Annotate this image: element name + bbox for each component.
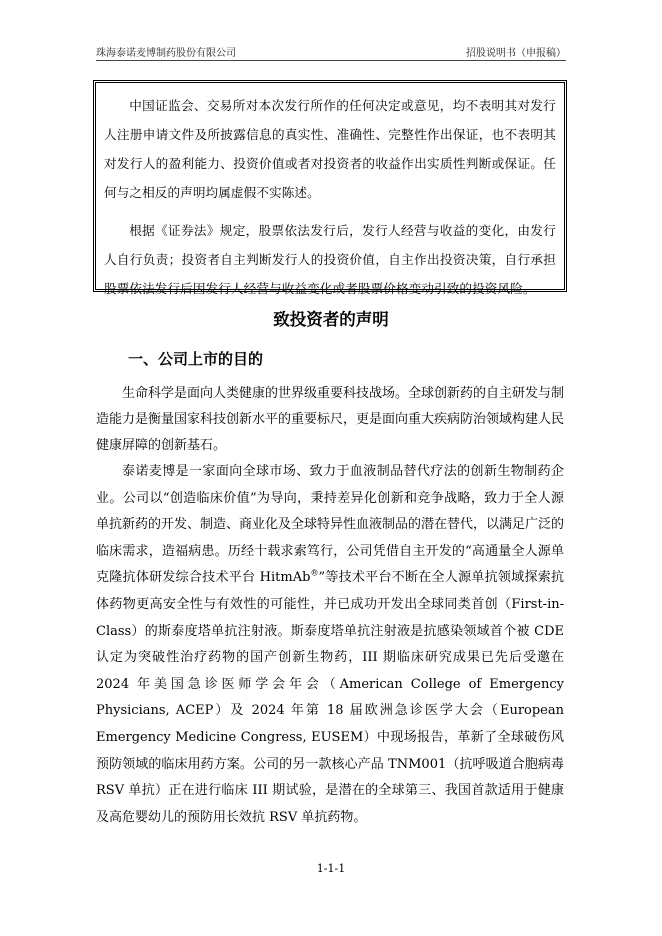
paragraph-text-part: 泰诺麦博是一家面向全球市场、致力于血液制品替代疗法的创新生物制药企业。公司以“创造临床价值”为导向，秉持差异化创新和竞争战略，致力于全人源单抗新药的开发、制造、商业化及全球特异性血液制品的潜在替代，以满足广泛的临床需求，造福病患。历经十载求索笃行，公司凭借自主开发的“高通量全人源单克隆抗体研发综合技术平台 HitmAb <box>96 464 565 586</box>
paragraph-text <box>96 459 564 831</box>
body-paragraph <box>96 381 564 459</box>
paragraph-text-part: ”等技术平台不断在全人源单抗领域探索抗体药物更高安全性与有效性的可能性，并已成功开发出全球同类首创（First-in-Class）的斯泰度塔单抗注射液。斯泰度塔单抗注射液是抗感染领域首个被 CDE 认定为突破性治疗药物的国产创新生物药，III 期临床研究成果已先后受邀在 2024 年美国急诊医师学会年会（American College of Emergency Physicians, ACEP）及 2024 年第 18 届欧洲急诊医学大会（European Emergency Medicine Congress, EUSEM）中现场报告，革新了全球破伤风预防领域的临床用药方案。公司的另一款核心产品 TNM001（抗呼吸道合胞病毒 RSV 单抗）正在进行临床 III 期试验，是潜在的全球第三、我国首款适用于健康及高危婴幼儿的预防用长效抗 RSV 单抗药物。 <box>96 570 564 825</box>
page-title: 致投资者的声明 <box>273 310 389 329</box>
regulatory-notice-box <box>93 80 567 296</box>
section-heading: 一、公司上市的目的 <box>128 350 264 368</box>
header-divider <box>96 60 566 61</box>
body-paragraph <box>96 459 564 831</box>
header-company-name: 珠海泰诺麦博制药股份有限公司 <box>96 48 236 59</box>
header-document-type: 招股说明书（申报稿） <box>466 48 566 59</box>
paragraph-text: 生命科学是面向人类健康的世界级重要科技战场。全球创新药的自主研发与制造能力是衡量国家科技创新水平的重要标尺，更是面向重大疾病防治领域构建人民健康屏障的创新基石。 <box>96 386 565 453</box>
notice-paragraph: 根据《证券法》规定，股票依法发行后，发行人经营与收益的变化，由发行人自行负责；投资者自主判断发行人的投资价值，自主作出投资决策，自行承担股票依法发行后因发行人经营与收益变化或者股票价格变动引致的投资风险。 <box>104 223 556 296</box>
notice-paragraph: 中国证监会、交易所对本次发行所作的任何决定或意见，均不表明其对发行人注册申请文件及所披露信息的真实性、准确性、完整性作出保证，也不表明其对发行人的盈利能力、投资价值或者对投资者的收益作出实质性判断或保证。任何与之相反的声明均属虚假不实陈述。 <box>104 98 556 200</box>
page-number: 1-1-1 <box>316 862 346 875</box>
page-header <box>96 44 566 60</box>
registered-mark: ® <box>310 569 319 579</box>
